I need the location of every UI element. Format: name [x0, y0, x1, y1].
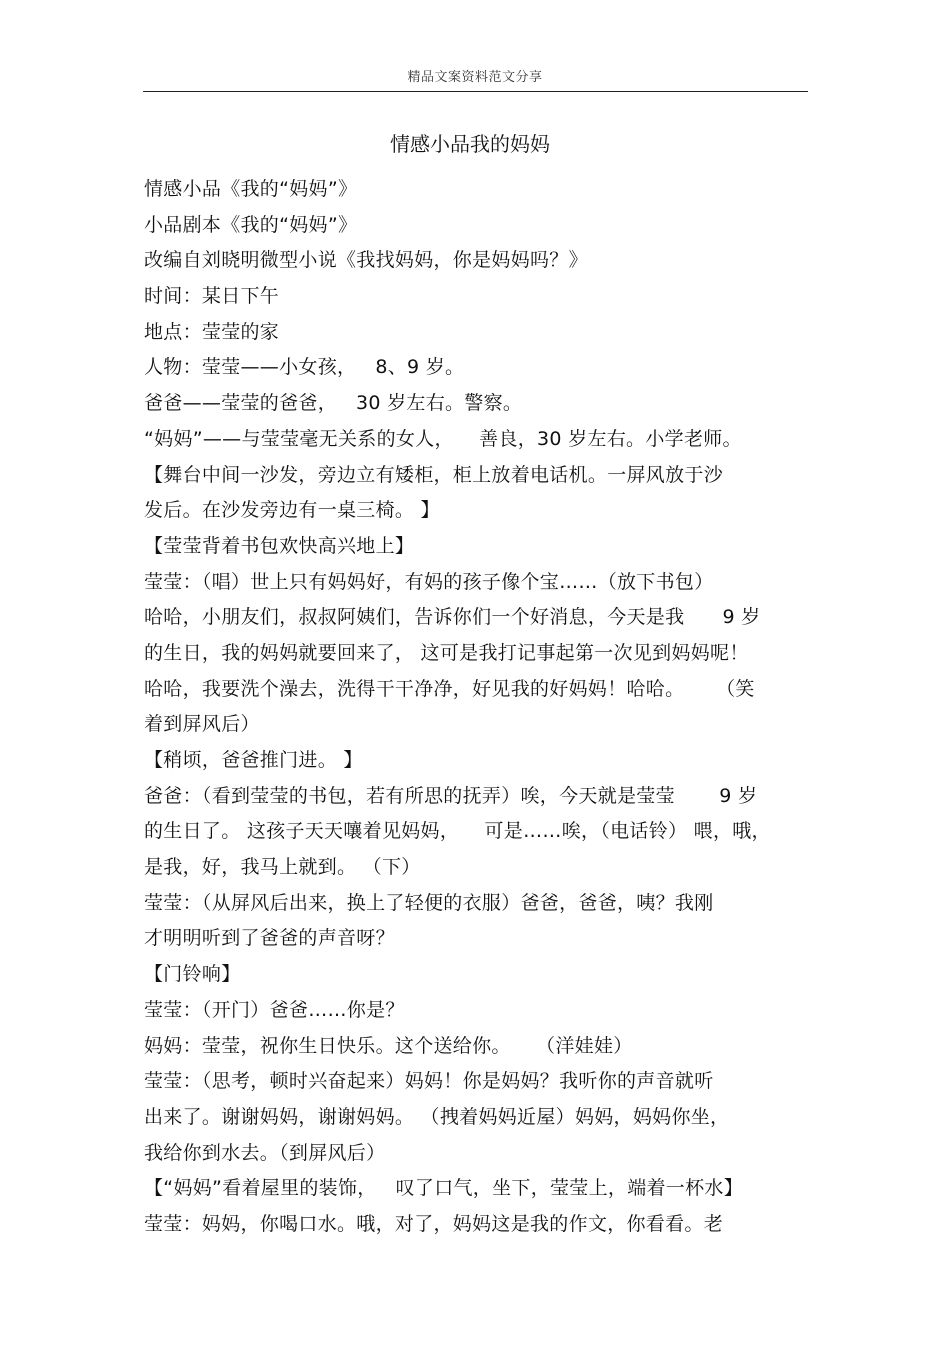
stage-direction-line: 【舞台中间一沙发，旁边立有矮柜，柜上放着电话机。一屏风放于沙 [144, 463, 724, 486]
dialogue-line: 莹莹：（开门）爸爸……你是？ [144, 998, 405, 1021]
dialogue-line: 爸爸：（看到莹莹的书包，若有所思的抚弄）唉，今天就是莹莹 9 岁 [144, 784, 758, 807]
dialogue-line: 莹莹：（唱）世上只有妈妈好，有妈的孩子像个宝……（放下书包） [144, 570, 714, 593]
dialogue-line: 是我，好，我马上就到。 （下） [144, 856, 421, 879]
header-divider [143, 91, 808, 92]
dialogue-line: 哈哈，我要洗个澡去，洗得干干净净，好见我的好妈妈！哈哈。 （笑 [144, 677, 755, 700]
text-line: 时间：某日下午 [144, 285, 280, 308]
dialogue-line: 莹莹：（思考，顿时兴奋起来）妈妈！你是妈妈？我听你的声音就听 [144, 1070, 714, 1093]
dialogue-line: 哈哈，小朋友们，叔叔阿姨们，告诉你们一个好消息，今天是我 9 岁 [144, 606, 761, 629]
text-line: 情感小品《我的“妈妈”》 [144, 178, 358, 200]
stage-direction-line: 【稍顷，爸爸推门进。 】 [144, 749, 363, 771]
dialogue-line: 莹莹：（从屏风后出来，换上了轻便的衣服）爸爸，爸爸，咦？我刚 [144, 891, 714, 914]
text-line: 改编自刘晓明微型小说《我找妈妈，你是妈妈吗？》 [144, 249, 588, 272]
dialogue-line: 出来了。谢谢妈妈，谢谢妈妈。 （拽着妈妈近屋）妈妈，妈妈你坐， [144, 1105, 730, 1128]
text-line: 小品剧本《我的“妈妈”》 [144, 213, 358, 236]
stage-direction-line: 【门铃响】 [144, 963, 241, 986]
dialogue-line: 莹莹：妈妈，你喝口水。哦，对了，妈妈这是我的作文，你看看。老 [144, 1212, 724, 1235]
dialogue-line: 着到屏风后） [144, 713, 260, 736]
text-line: 人物：莹莹——小女孩， 8、9 岁。 [144, 356, 465, 379]
dialogue-line: 妈妈：莹莹，祝你生日快乐。这个送给你。 （洋娃娃） [144, 1034, 633, 1057]
stage-direction-line: 发后。在沙发旁边有一桌三椅。 】 [144, 499, 440, 522]
dialogue-line: 的生日了。 这孩子天天嚷着见妈妈， 可是……唉，（电话铃） 喂，哦， [144, 820, 771, 843]
page-header: 精品文案资料范文分享 [407, 70, 543, 85]
text-line: 地点：莹莹的家 [144, 320, 280, 343]
script-body [144, 172, 814, 1243]
stage-direction-line: 【莹莹背着书包欢快高兴地上】 [144, 534, 415, 557]
text-line: “妈妈”——与莹莹毫无关系的女人， 善良，30 岁左右。小学老师。 [144, 427, 742, 450]
dialogue-line: 我给你到水去。（到屏风后） [144, 1141, 386, 1164]
text-line: 爸爸——莹莹的爸爸， 30 岁左右。警察。 [144, 392, 523, 415]
stage-direction-line: 【“妈妈”看着屋里的装饰， 叹了口气，坐下，莹莹上，端着一杯水】 [144, 1177, 744, 1200]
document-title: 情感小品我的妈妈 [390, 132, 550, 156]
dialogue-line: 的生日，我的妈妈就要回来了， 这可是我打记事起第一次见到妈妈呢！ [144, 641, 749, 664]
dialogue-line: 才明明听到了爸爸的声音呀？ [144, 927, 395, 950]
